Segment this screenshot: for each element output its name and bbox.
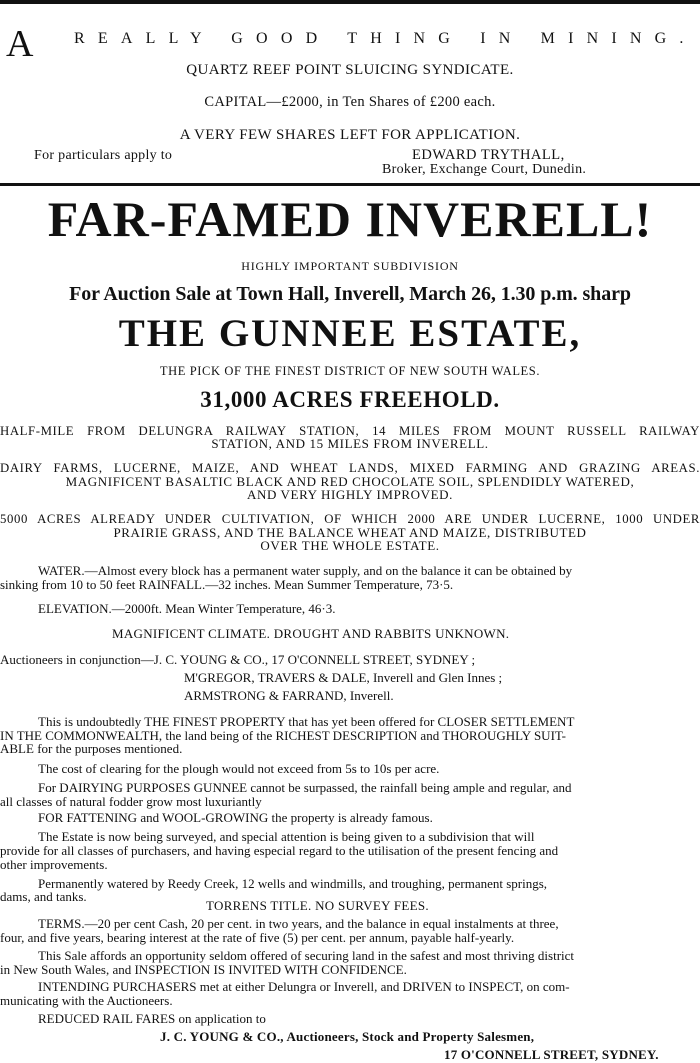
survey-line-2: provide for all classes of purchasers, and having especial regard to the utilisation of the present fencing and: [0, 843, 559, 858]
elevation-line: ELEVATION.—2000ft. Mean Winter Temperature, 46·3.: [38, 601, 336, 616]
closing-address-line: 17 O'CONNELL STREET, SYDNEY.: [444, 1047, 659, 1062]
climate-line: MAGNIFICENT CLIMATE. DROUGHT AND RABBITS UNKNOWN.: [112, 626, 510, 641]
estate-name: THE GUNNEE ESTATE,: [118, 312, 582, 355]
intending-purchasers-line-1: INTENDING PURCHASERS met at either Delungra or Inverell, and DRIVEN to INSPECT, on com-: [38, 979, 570, 994]
top-rule: [0, 0, 700, 4]
auctioneers-line-1: Auctioneers in conjunction—J. C. YOUNG & CO., 17 O'CONNELL STREET, SYDNEY ;: [0, 652, 476, 667]
cultivation-line-1: 5000 ACRES ALREADY UNDER CULTIVATION, OF WHICH 2000 ARE UNDER LUCERNE, 1000 UNDER: [0, 512, 700, 526]
dairying-line-1: For DAIRYING PURPOSES GUNNEE cannot be surpassed, the rainfall being ample and regular, and: [38, 780, 572, 795]
cultivation-line-3: OVER THE WHOLE ESTATE.: [260, 538, 440, 553]
terms-line-1: TERMS.—20 per cent Cash, 20 per cent. in two years, and the balance in equal instalments at three,: [38, 916, 559, 931]
finest-property-line-3: ABLE for the purposes mentioned.: [0, 741, 183, 756]
location-line-2: STATION, AND 15 MILES FROM INVERELL.: [211, 436, 489, 451]
particulars-label: For particulars apply to: [34, 148, 173, 163]
dairy-line-3: AND VERY HIGHLY IMPROVED.: [246, 487, 454, 502]
auction-line: For Auction Sale at Town Hall, Inverell, March 26, 1.30 p.m. sharp: [69, 283, 631, 305]
location-line-1: HALF-MILE FROM DELUNGRA RAILWAY STATION, 14 MILES FROM MOUNT RUSSELL RAILWAY: [0, 424, 700, 438]
estate-headline: FAR-FAMED INVERELL!: [47, 191, 653, 247]
acres-line: 31,000 ACRES FREEHOLD.: [200, 387, 500, 412]
sale-line-2: in New South Wales, and INSPECTION IS INVITED WITH CONFIDENCE.: [0, 962, 407, 977]
survey-line-1: The Estate is now being surveyed, and special attention is being given to a subdivision that will: [38, 829, 535, 844]
survey-line-3: other improvements.: [0, 857, 108, 872]
capital-line: CAPITAL—£2000, in Ten Shares of £200 each.: [204, 94, 496, 110]
contact-name: EDWARD TRYTHALL,: [412, 147, 565, 163]
mining-headline: REALLY GOOD THING IN MINING.: [74, 30, 697, 47]
watered-line-1: Permanently watered by Reedy Creek, 12 wells and windmills, and troughing, permanent springs,: [38, 876, 548, 891]
contact-address: Broker, Exchange Court, Dunedin.: [382, 162, 587, 177]
water-line-2: sinking from 10 to 50 feet RAINFALL.—32 inches. Mean Summer Temperature, 73·5.: [0, 577, 454, 592]
mining-initial-letter: A: [6, 23, 34, 65]
rail-fares-line: REDUCED RAIL FARES on application to: [38, 1011, 266, 1026]
sale-line-1: This Sale affords an opportunity seldom offered of securing land in the safest and most thriving district: [38, 948, 575, 963]
watered-line-2: dams, and tanks.: [0, 889, 87, 904]
shares-left-line: A VERY FEW SHARES LEFT FOR APPLICATION.: [179, 127, 521, 143]
pick-line: THE PICK OF THE FINEST DISTRICT OF NEW SOUTH WALES.: [159, 364, 541, 378]
auctioneers-line-3: ARMSTRONG & FARRAND, Inverell.: [184, 688, 394, 703]
finest-property-line-2: IN THE COMMONWEALTH, the land being of the RICHEST DESCRIPTION and THOROUGHLY SUIT-: [0, 728, 566, 743]
finest-property-line-1: This is undoubtedly THE FINEST PROPERTY that has yet been offered for CLOSER SETTLEMENT: [38, 714, 575, 729]
fattening-line: FOR FATTENING and WOOL-GROWING the property is already famous.: [38, 810, 433, 825]
dairy-line-2: MAGNIFICENT BASALTIC BLACK AND RED CHOCOLATE SOIL, SPLENDIDLY WATERED,: [65, 474, 635, 489]
closing-agent-line: J. C. YOUNG & CO., Auctioneers, Stock and Property Salesmen,: [160, 1029, 535, 1044]
syndicate-name: QUARTZ REEF POINT SLUICING SYNDICATE.: [186, 62, 514, 78]
dairying-line-2: all classes of natural fodder grow most luxuriantly: [0, 794, 262, 809]
terms-line-2: four, and five years, bearing interest at the rate of five (5) per cent. per annum, payable half-yearly.: [0, 930, 515, 945]
water-line-1: WATER.—Almost every block has a permanent water supply, and on the balance it can be obtained by: [38, 563, 573, 578]
section-divider-rule: [0, 183, 700, 186]
torrens-title-line: TORRENS TITLE. NO SURVEY FEES.: [206, 898, 429, 913]
auctioneers-line-2: M'GREGOR, TRAVERS & DALE, Inverell and Glen Innes ;: [184, 670, 503, 685]
dairy-line-1: DAIRY FARMS, LUCERNE, MAIZE, AND WHEAT LANDS, MIXED FARMING AND GRAZING AREAS.: [0, 461, 700, 475]
clearing-cost-line: The cost of clearing for the plough would not exceed from 5s to 10s per acre.: [38, 761, 440, 776]
subdivision-line: HIGHLY IMPORTANT SUBDIVISION: [241, 259, 459, 273]
cultivation-line-2: PRAIRIE GRASS, AND THE BALANCE WHEAT AND MAIZE, DISTRIBUTED: [113, 525, 587, 540]
intending-purchasers-line-2: municating with the Auctioneers.: [0, 993, 173, 1008]
